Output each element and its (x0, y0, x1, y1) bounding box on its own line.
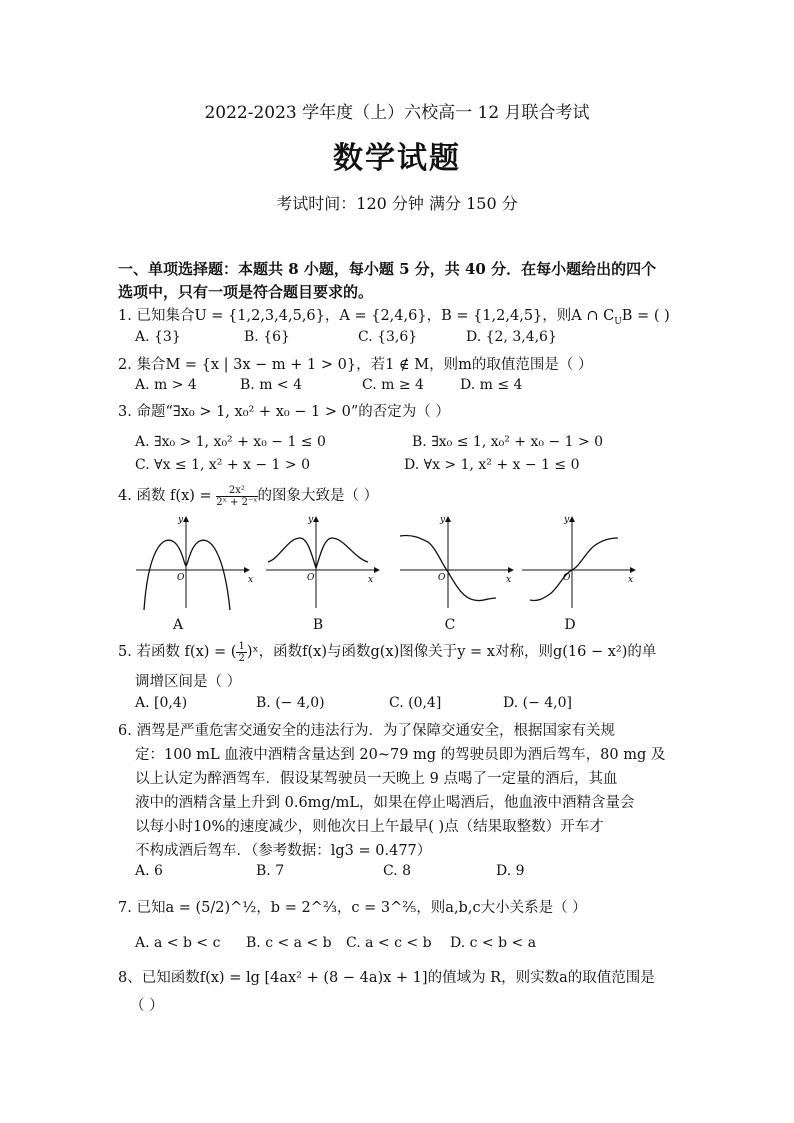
q1-stem: 1. 已知集合U = {1,2,3,4,5,6}，A = {2,4,6}，B = {1,2,4,5}，则A ∩ C (118, 308, 615, 324)
question-7: 7. 已知a = (5/2)^½，b = 2^⅔，c = 3^⅖，则a,b,c大小关系是（ ） (118, 900, 587, 916)
graph-b (264, 512, 384, 612)
graph-a-o: O (177, 573, 185, 583)
section-heading-line1: 一、单项选择题：本题共 8 小题，每小题 5 分，共 40 分．在每小题给出的四个 (118, 260, 657, 278)
q7-option-d: D. c < b < a (450, 935, 537, 951)
question-6-line1: 6. 酒驾是严重危害交通安全的违法行为．为了保障交通安全，根据国家有关规 (118, 723, 615, 739)
graph-c (398, 512, 518, 612)
q7-option-b: B. c < a < b (246, 935, 332, 951)
graph-c-x: x (506, 575, 512, 585)
question-6-line4: 液中的酒精含量上升到 0.6mg/mL，如果在停止喝酒后，他血液中酒精含量会 (135, 795, 635, 811)
graph-c-y: y (440, 515, 446, 525)
graph-b-x: x (368, 575, 374, 585)
q2-option-a: A. m > 4 (135, 377, 197, 393)
q7-option-c: C. a < c < b (346, 935, 432, 951)
graph-d-o: O (563, 573, 571, 583)
q4-fraction (216, 485, 257, 508)
q4-stem-post: 的图象大致是（ ） (257, 488, 379, 504)
question-3: 3. 命题“∃x₀ > 1, x₀² + x₀ − 1 > 0”的否定为（ ） (118, 404, 450, 420)
q3-option-d: D. ∀x > 1, x² + x − 1 ≤ 0 (404, 457, 580, 473)
q3-option-b: B. ∃x₀ ≤ 1, x₀² + x₀ − 1 > 0 (412, 434, 604, 450)
question-8-line2: （ ） (130, 998, 164, 1014)
graph-b-o: O (307, 573, 315, 583)
q2-option-b: B. m < 4 (240, 377, 303, 393)
graph-label-c: C (444, 617, 456, 633)
graph-d-x: x (628, 575, 634, 585)
question-4 (118, 484, 378, 508)
page-title: 数学试题 (333, 141, 461, 176)
q6-option-c: C. 8 (383, 863, 412, 879)
q1-option-b: B. {6} (244, 329, 290, 345)
graph-c-o: O (438, 573, 446, 583)
graph-d-y: y (564, 515, 570, 525)
q5-option-d: D. (− 4,0] (503, 695, 572, 711)
q4-frac-num: 2x² (216, 485, 257, 497)
question-1 (118, 304, 670, 327)
graph-a (134, 512, 254, 612)
q2-option-d: D. m ≤ 4 (460, 377, 523, 393)
q1-option-a: A. {3} (135, 329, 181, 345)
q5-option-b: B. (− 4,0) (256, 695, 325, 711)
q5-stem-pre: 5. 若函数 f(x) = ( (118, 644, 237, 660)
q7-option-a: A. a < b < c (135, 935, 221, 951)
q6-option-d: D. 9 (496, 863, 525, 879)
question-6-line5: 以每小时10%的速度减少，则他次日上午最早( )点（结果取整数）开车才 (135, 819, 604, 835)
q2-option-c: C. m ≥ 4 (362, 377, 424, 393)
graph-label-b: B (312, 617, 324, 633)
q1-stem-sub: U (614, 316, 622, 327)
graph-d (520, 512, 640, 612)
question-6-line2: 定：100 mL 血液中酒精含量达到 20~79 mg 的驾驶员即为酒后驾车，80 mg 及 (135, 747, 666, 763)
graph-a-x: x (248, 575, 254, 585)
q1-option-c: C. {3,6} (358, 329, 418, 345)
exam-header: 2022-2023 学年度（上）六校高一 12 月联合考试 (204, 103, 590, 123)
question-8-line1: 8、已知函数f(x) = lg [4ax² + (8 − 4a)x + 1]的值域为 R，则实数a的取值范围是 (118, 970, 655, 986)
question-6-line6: 不构成酒后驾车．（参考数据：lg3 = 0.477） (135, 843, 432, 859)
q5-option-a: A. [0,4) (135, 695, 188, 711)
graph-label-d: D (564, 617, 576, 633)
section-heading-line2: 选项中，只有一项是符合题目要求的。 (118, 283, 374, 301)
question-6-line3: 以上认定为醉酒驾车．假设某驾驶员一天晚上 9 点喝了一定量的酒后，其血 (135, 771, 618, 787)
q5-frac-num: 1 (238, 640, 245, 652)
q4-frac-den: 2ˣ + 2⁻ˣ (216, 496, 258, 508)
question-5 (118, 640, 656, 664)
q5-stem-post: )ˣ，函数f(x)与函数g(x)图像关于y = x对称，则g(16 − x²)的单 (246, 644, 657, 660)
q6-option-b: B. 7 (256, 863, 285, 879)
q4-stem-pre: 4. 函数 f(x) = (118, 488, 212, 504)
question-2: 2. 集合M = {x | 3x − m + 1 > 0}，若1 ∉ M，则m的取值范围是（ ） (118, 357, 593, 373)
graph-a-y: y (178, 515, 184, 525)
q1-stem-end: B = ( ) (621, 308, 670, 324)
q5-fraction (236, 641, 246, 664)
q1-option-d: D. {2, 3,4,6} (466, 329, 557, 345)
graph-b-y: y (308, 515, 314, 525)
exam-info: 考试时间：120 分钟 满分 150 分 (276, 194, 518, 213)
q6-option-a: A. 6 (135, 863, 163, 879)
q3-option-a: A. ∃x₀ > 1, x₀² + x₀ − 1 ≤ 0 (135, 434, 326, 450)
q5-frac-den: 2 (238, 652, 245, 664)
graph-label-a: A (172, 617, 184, 633)
q5-line2: 调增区间是（ ） (135, 674, 242, 690)
q5-option-c: C. (0,4] (389, 695, 442, 711)
q3-option-c: C. ∀x ≤ 1, x² + x − 1 > 0 (135, 457, 311, 473)
